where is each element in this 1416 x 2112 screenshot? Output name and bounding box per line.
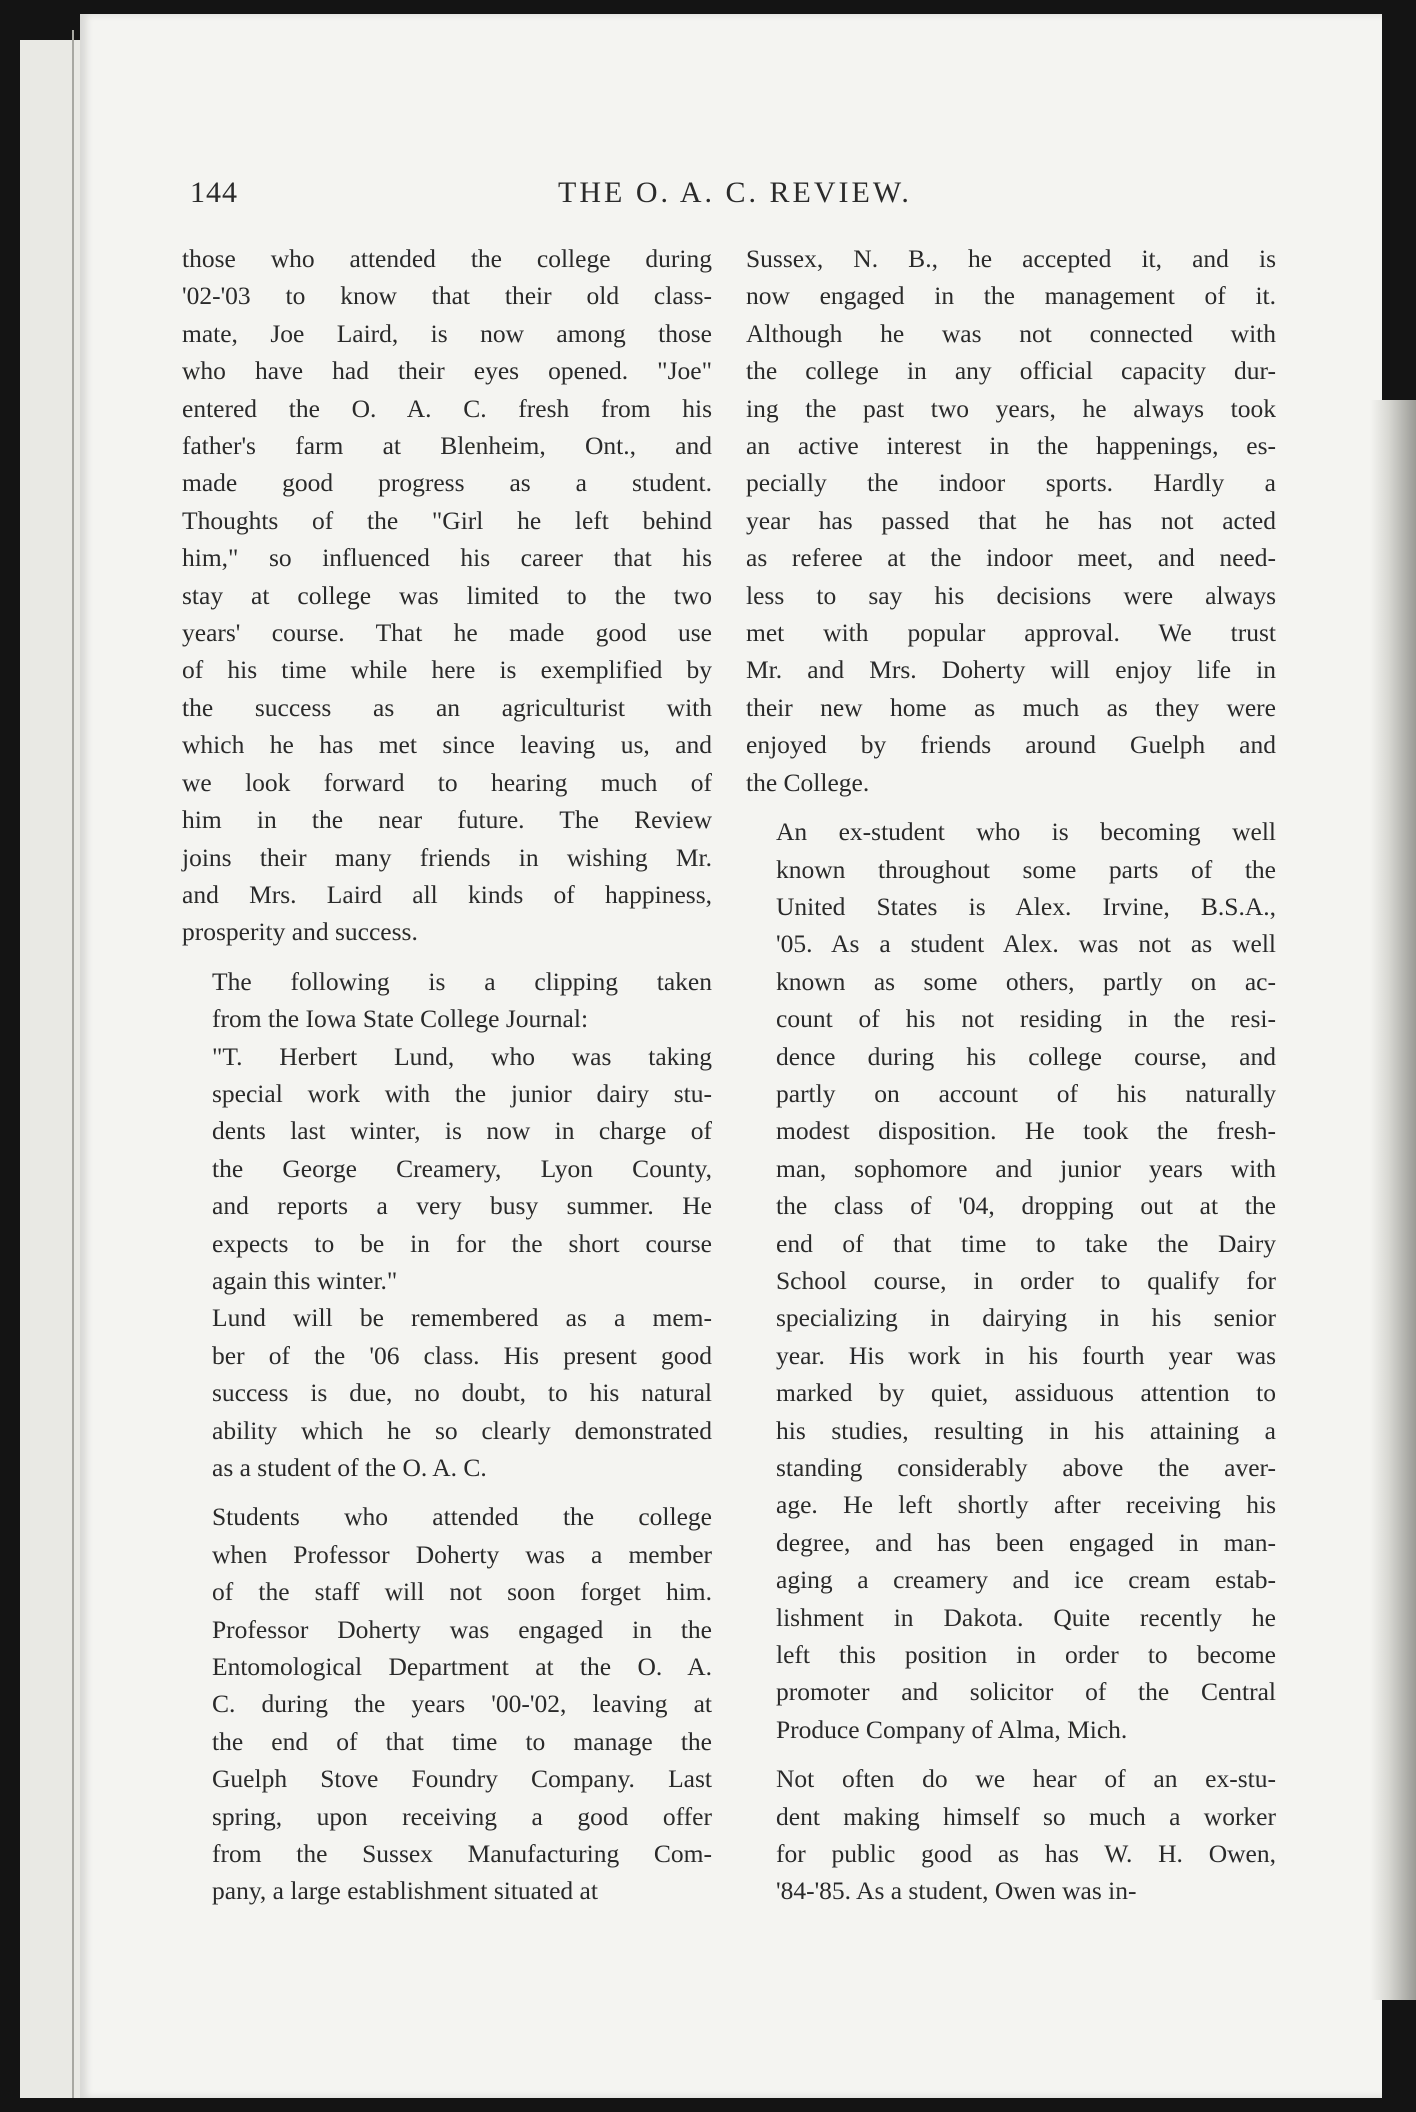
text-line: as referee at the indoor meet, and need- <box>746 543 1276 573</box>
text-line: dence during his college course, and <box>776 1041 1276 1071</box>
book-binding-edge-inner <box>32 30 74 2100</box>
text-line: success is due, no doubt, to his natural <box>212 1378 712 1408</box>
text-line: less to say his decisions were always <box>746 580 1276 610</box>
quoted-paragraph <box>182 1038 712 1300</box>
text-line: Although he was not connected with <box>746 318 1276 348</box>
text-line: the success as an agriculturist with <box>182 692 712 722</box>
text-line: as a student of the O. A. C. <box>212 1453 487 1482</box>
text-line: promoter and solicitor of the Central <box>776 1677 1276 1707</box>
text-line: enjoyed by friends around Guelph and <box>746 730 1276 760</box>
text-line: dents last winter, is now in charge of <box>212 1116 712 1146</box>
text-line: father's farm at Blenheim, Ont., and <box>182 431 712 461</box>
right-column <box>746 240 1276 1910</box>
text-line: stay at college was limited to the two <box>182 580 712 610</box>
scan-bottom-border <box>0 2098 1416 2112</box>
text-line: of the staff will not soon forget him. <box>212 1577 712 1607</box>
text-line: who have had their eyes opened. "Joe" <box>182 356 712 386</box>
text-line: his studies, resulting in his attaining a <box>776 1415 1276 1445</box>
text-line: entered the O. A. C. fresh from his <box>182 393 712 423</box>
text-line: aging a creamery and ice cream estab- <box>776 1565 1276 1595</box>
text-line: standing considerably above the aver- <box>776 1453 1276 1482</box>
text-line: and reports a very busy summer. He <box>212 1191 712 1221</box>
text-line: joins their many friends in wishing Mr. <box>182 842 712 872</box>
text-line: partly on account of his naturally <box>776 1078 1276 1108</box>
text-line: Sussex, N. B., he accepted it, and is <box>746 244 1276 273</box>
text-line: pany, a large establishment situated at <box>212 1876 598 1906</box>
paragraph <box>182 963 712 1038</box>
text-line: Produce Company of Alma, Mich. <box>776 1714 1128 1744</box>
text-line: the College. <box>746 767 870 797</box>
text-line: '05. As a student Alex. was not as well <box>776 929 1276 959</box>
text-line: him in the near future. The Review <box>182 805 712 835</box>
text-line: from the Iowa State College Journal: <box>212 1004 589 1034</box>
text-line: marked by quiet, assiduous attention to <box>776 1378 1276 1408</box>
text-line: ber of the '06 class. His present good <box>212 1340 712 1370</box>
text-line: known throughout some parts of the <box>776 854 1276 884</box>
text-line: '84-'85. As a student, Owen was in- <box>776 1876 1137 1906</box>
text-line: ing the past two years, he always took <box>746 393 1276 423</box>
text-line: United States is Alex. Irvine, B.S.A., <box>776 891 1276 921</box>
text-line: special work with the junior dairy stu- <box>212 1078 712 1108</box>
text-line: Not often do we hear of an ex-stu- <box>776 1764 1276 1794</box>
text-line: mate, Joe Laird, is now among those <box>182 318 712 348</box>
text-line: Professor Doherty was engaged in the <box>212 1614 712 1644</box>
page-header <box>190 176 1280 226</box>
text-line: Thoughts of the "Girl he left behind <box>182 505 712 535</box>
text-line: The following is a clipping taken <box>212 966 712 996</box>
text-line: again this winter." <box>212 1265 398 1295</box>
text-line: left this position in order to become <box>776 1640 1276 1670</box>
text-line: and Mrs. Laird all kinds of happiness, <box>182 879 712 909</box>
text-line: the class of '04, dropping out at the <box>776 1191 1276 1221</box>
text-line: modest disposition. He took the fresh- <box>776 1116 1276 1146</box>
text-line: him," so influenced his career that his <box>182 543 712 573</box>
text-line: C. during the years '00-'02, leaving at <box>212 1689 712 1719</box>
text-line: year. His work in his fourth year was <box>776 1340 1276 1370</box>
text-line: Entomological Department at the O. A. <box>212 1652 712 1682</box>
text-line: prosperity and success. <box>182 917 418 947</box>
text-line: expects to be in for the short course <box>212 1228 712 1258</box>
text-line: pecially the indoor sports. Hardly a <box>746 468 1276 498</box>
text-line: an active interest in the happenings, es- <box>746 431 1276 461</box>
text-line: dent making himself so much a worker <box>776 1801 1276 1831</box>
text-line: the end of that time to manage the <box>212 1726 712 1756</box>
text-line: years' course. That he made good use <box>182 618 712 648</box>
text-line: count of his not residing in the resi- <box>776 1004 1276 1034</box>
text-line: man, sophomore and junior years with <box>776 1153 1276 1183</box>
text-line: age. He left shortly after receiving his <box>776 1490 1276 1520</box>
left-column <box>182 240 712 1910</box>
paragraph <box>182 1498 712 1909</box>
text-line: lishment in Dakota. Quite recently he <box>776 1602 1276 1632</box>
paragraph <box>182 240 712 951</box>
text-line: we look forward to hearing much of <box>182 767 712 797</box>
page-number: 144 <box>190 176 238 209</box>
text-line: those who attended the college during <box>182 244 712 273</box>
page-curl-shadow <box>1370 400 1416 2000</box>
text-line: of his time while here is exemplified by <box>182 655 712 685</box>
paragraph <box>746 1760 1276 1910</box>
text-line: Students who attended the college <box>212 1502 712 1532</box>
text-line: their new home as much as they were <box>746 692 1276 722</box>
text-line: An ex-student who is becoming well <box>776 817 1276 847</box>
paragraph <box>746 813 1276 1748</box>
text-line: the college in any official capacity dur- <box>746 356 1276 386</box>
text-line: met with popular approval. We trust <box>746 618 1276 648</box>
text-line: Lund will be remembered as a mem- <box>212 1303 712 1333</box>
text-line: ability which he so clearly demonstrated <box>212 1415 712 1445</box>
text-line: the George Creamery, Lyon County, <box>212 1153 712 1183</box>
paragraph <box>746 240 1276 801</box>
text-line: School course, in order to qualify for <box>776 1265 1276 1295</box>
text-line: from the Sussex Manufacturing Com- <box>212 1839 712 1869</box>
text-line: known as some others, partly on ac- <box>776 966 1276 996</box>
text-line: "T. Herbert Lund, who was taking <box>212 1041 712 1071</box>
text-line: Mr. and Mrs. Doherty will enjoy life in <box>746 655 1276 685</box>
text-line: when Professor Doherty was a member <box>212 1539 712 1569</box>
running-head: THE O. A. C. REVIEW. <box>558 176 912 209</box>
text-line: Guelph Stove Foundry Company. Last <box>212 1764 712 1794</box>
paragraph <box>182 1299 712 1486</box>
text-line: now engaged in the management of it. <box>746 281 1276 311</box>
text-line: for public good as has W. H. Owen, <box>776 1839 1276 1869</box>
text-line: degree, and has been engaged in man- <box>776 1527 1276 1557</box>
text-line: which he has met since leaving us, and <box>182 730 712 760</box>
text-line: end of that time to take the Dairy <box>776 1228 1276 1258</box>
text-line: spring, upon receiving a good offer <box>212 1801 712 1831</box>
text-line: '02-'03 to know that their old class- <box>182 281 712 311</box>
text-line: made good progress as a student. <box>182 468 712 498</box>
text-line: specializing in dairying in his senior <box>776 1303 1276 1333</box>
text-line: year has passed that he has not acted <box>746 505 1276 535</box>
